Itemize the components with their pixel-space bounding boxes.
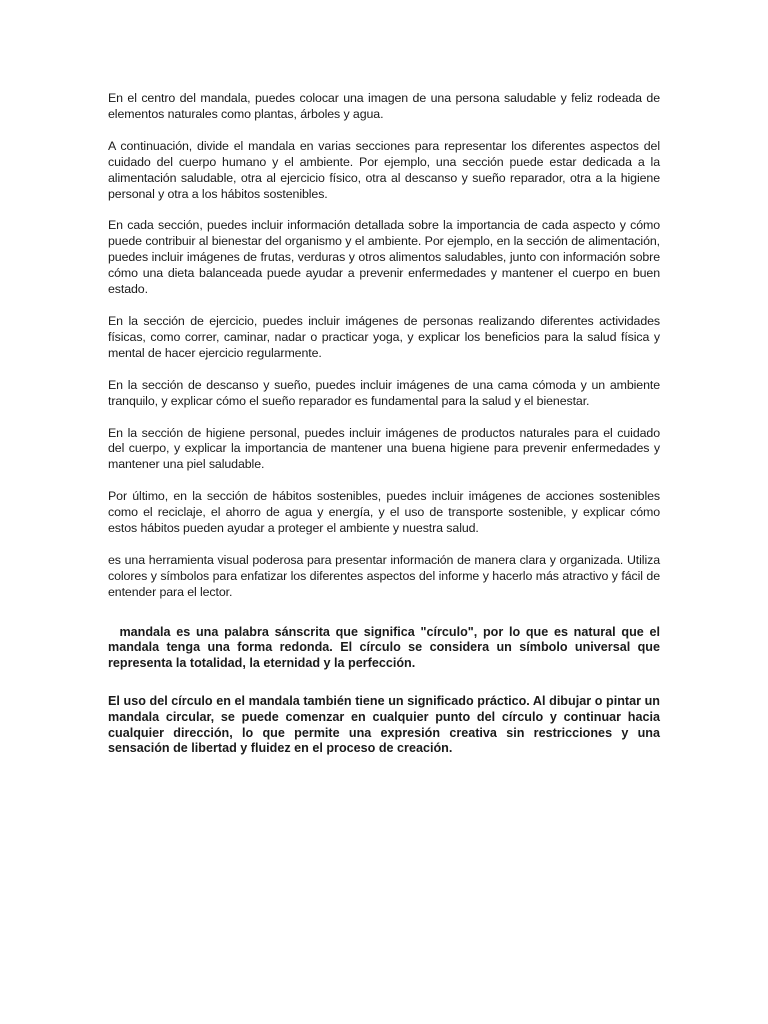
paragraph-visual-tool: es una herramienta visual poderosa para presentar información de manera clara y organizada. Utiliza colores y símbolos para enfatizar los diferentes aspectos del informe y hacerlo más atractivo y fácil de entender para el lector. bbox=[108, 552, 660, 599]
paragraph-center: En el centro del mandala, puedes colocar una imagen de una persona saludable y feliz rodeada de elementos naturales como plantas, árboles y agua. bbox=[108, 91, 660, 121]
paragraph-sustainable: Por último, en la sección de hábitos sostenibles, puedes incluir imágenes de acciones sostenibles como el reciclaje, el ahorro de agua y energía, y el uso de transporte sostenible, y explicar cómo estos hábitos pueden ayudar a proteger el ambiente y nuestra salud. bbox=[108, 489, 660, 536]
paragraph-exercise: En la sección de ejercicio, puedes incluir imágenes de personas realizando diferentes actividades físicas, como correr, caminar, nadar o practicar yoga, y explicar los beneficios para la salud física y mental de hacer ejercicio regularmente. bbox=[108, 313, 660, 360]
paragraph-section-info: En cada sección, puedes incluir información detallada sobre la importancia de cada aspecto y cómo puede contribuir al bienestar del organismo y el ambiente. Por ejemplo, en la sección de alimentación, puedes incluir imágenes de frutas, verduras y otros alimentos saludables, junto con información sobre cómo una dieta balanceada puede ayudar a prevenir enfermedades y mantener el cuerpo en buen estado. bbox=[108, 218, 660, 297]
paragraph-sections: A continuación, divide el mandala en varias secciones para representar los diferentes aspectos del cuidado del cuerpo humano y el ambiente. Por ejemplo, una sección puede estar dedicada a la alimentación saludable, otra al ejercicio físico, otra al descanso y sueño reparador, otra a la higiene personal y otra a los hábitos sostenibles. bbox=[108, 138, 660, 201]
bold-paragraph-mandala-meaning: mandala es una palabra sánscrita que significa "círculo", por lo que es natural que el mandala tenga una forma redonda. El círculo se considera un símbolo universal que representa la totalidad, la eternidad y la perfección. bbox=[108, 624, 664, 671]
bold-paragraph-circle-use: El uso del círculo en el mandala también tiene un significado práctico. Al dibujar o pintar un mandala circular, se puede comenzar en cualquier punto del círculo y continuar hacia cualquier dirección, lo que permite una expresión creativa sin restricciones y una sensación de libertad y fluidez en el proceso de creación. bbox=[108, 694, 660, 756]
paragraph-rest: En la sección de descanso y sueño, puedes incluir imágenes de una cama cómoda y un ambiente tranquilo, y explicar cómo el sueño reparador es fundamental para la salud y el bienestar. bbox=[108, 377, 660, 408]
document-page bbox=[108, 91, 664, 779]
paragraph-hygiene: En la sección de higiene personal, puedes incluir imágenes de productos naturales para el cuidado del cuerpo, y explicar la importancia de mantener una buena higiene para prevenir enfermedades y mantener una piel saludable. bbox=[108, 425, 660, 472]
